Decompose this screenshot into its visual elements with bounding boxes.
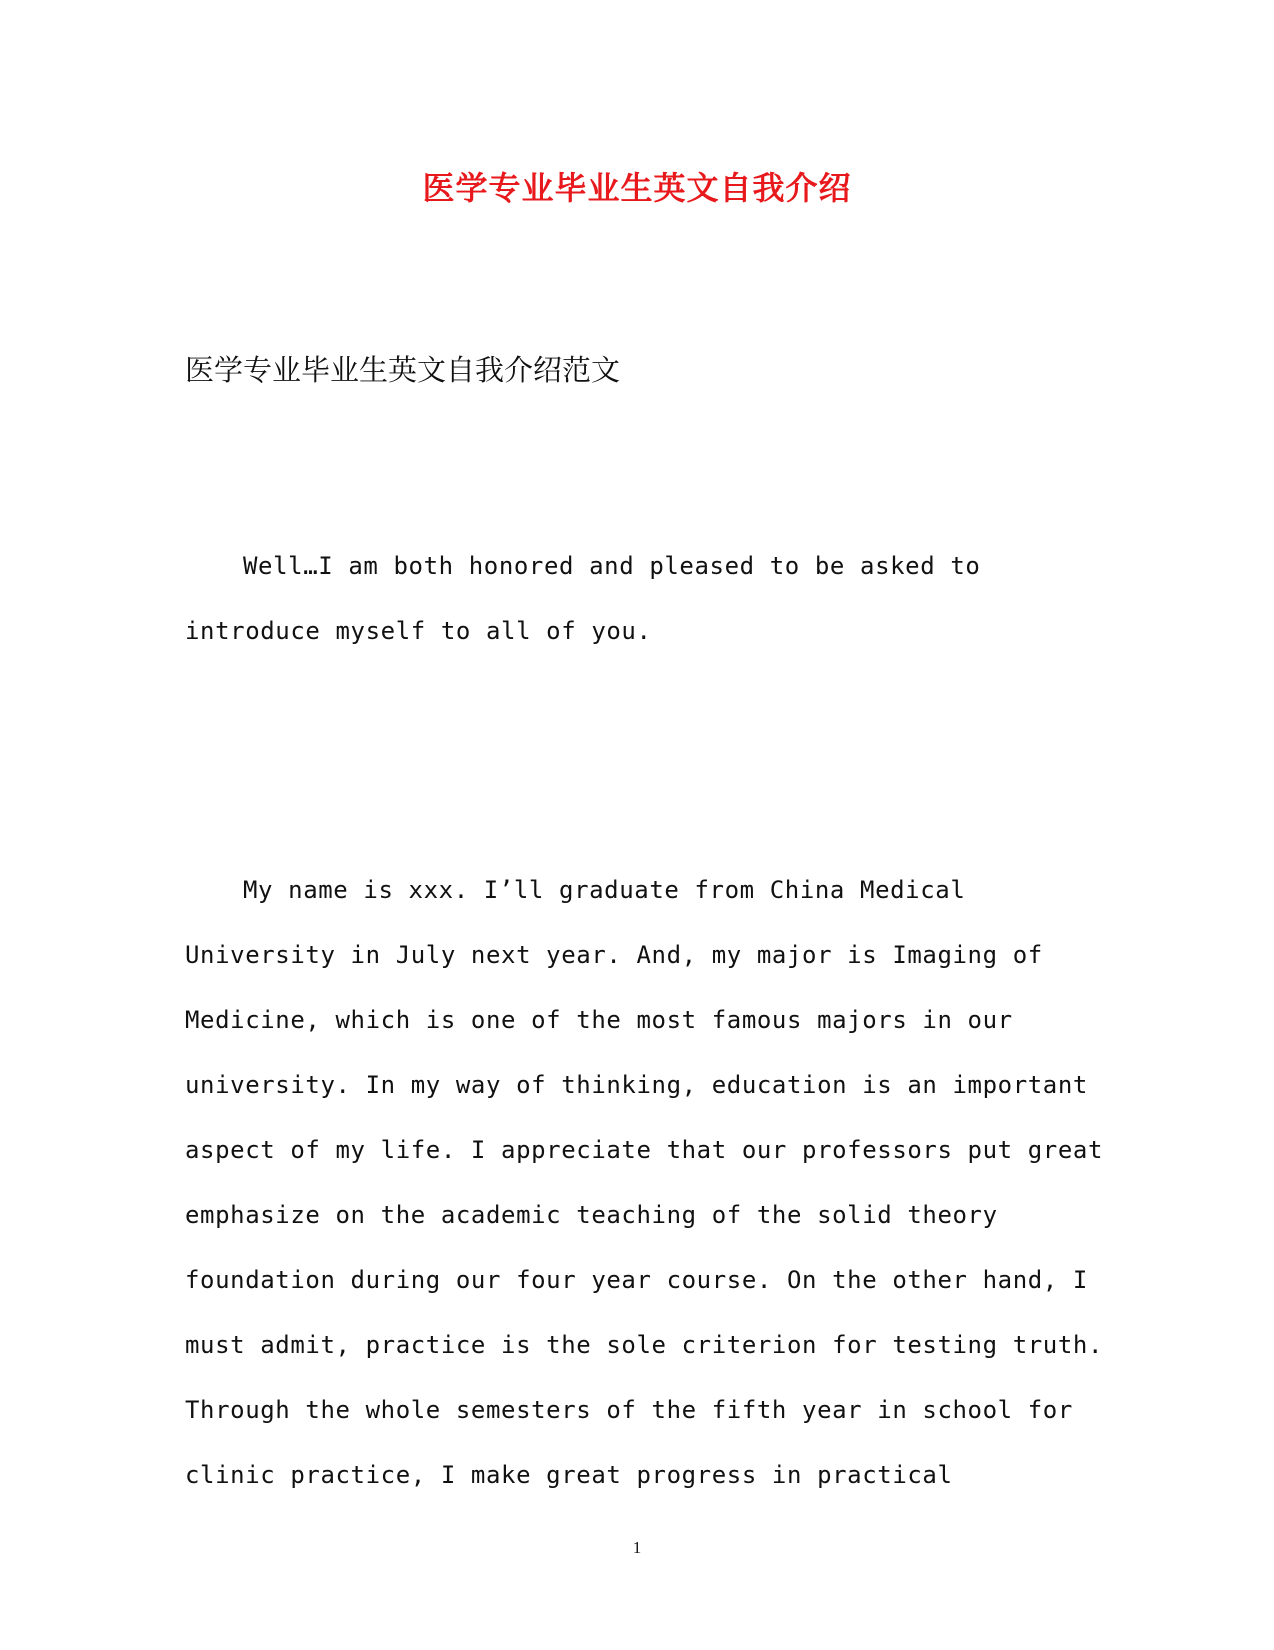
paragraph-line: introduce myself to all of you. <box>185 617 652 645</box>
paragraph-line: My name is xxx. I’ll graduate from China Medical <box>243 876 966 904</box>
paragraph-background <box>185 858 1104 1508</box>
document-title: 医学专业毕业生英文自我介绍 <box>422 169 852 207</box>
paragraph-line: aspect of my life. I appreciate that our professors put great <box>185 1136 1104 1164</box>
page-number: 1 <box>632 1538 642 1557</box>
paragraph-line: must admit, practice is the sole criterion for testing truth. <box>185 1331 1104 1359</box>
paragraph-line: University in July next year. And, my major is Imaging of <box>185 941 1043 969</box>
paragraph-line: emphasize on the academic teaching of the solid theory <box>185 1201 998 1229</box>
paragraph-line: Medicine, which is one of the most famous majors in our <box>185 1006 1013 1034</box>
paragraph-line: foundation during our four year course. On the other hand, I <box>185 1266 1088 1294</box>
paragraph-line: clinic practice, I make great progress in practical <box>185 1461 953 1489</box>
paragraph-line: Through the whole semesters of the fifth year in school for <box>185 1396 1073 1424</box>
document-subtitle: 医学专业毕业生英文自我介绍范文 <box>185 353 621 387</box>
paragraph-line: Well…I am both honored and pleased to be asked to <box>243 552 981 580</box>
paragraph-intro <box>185 534 1085 664</box>
paragraph-line: university. In my way of thinking, education is an important <box>185 1071 1088 1099</box>
